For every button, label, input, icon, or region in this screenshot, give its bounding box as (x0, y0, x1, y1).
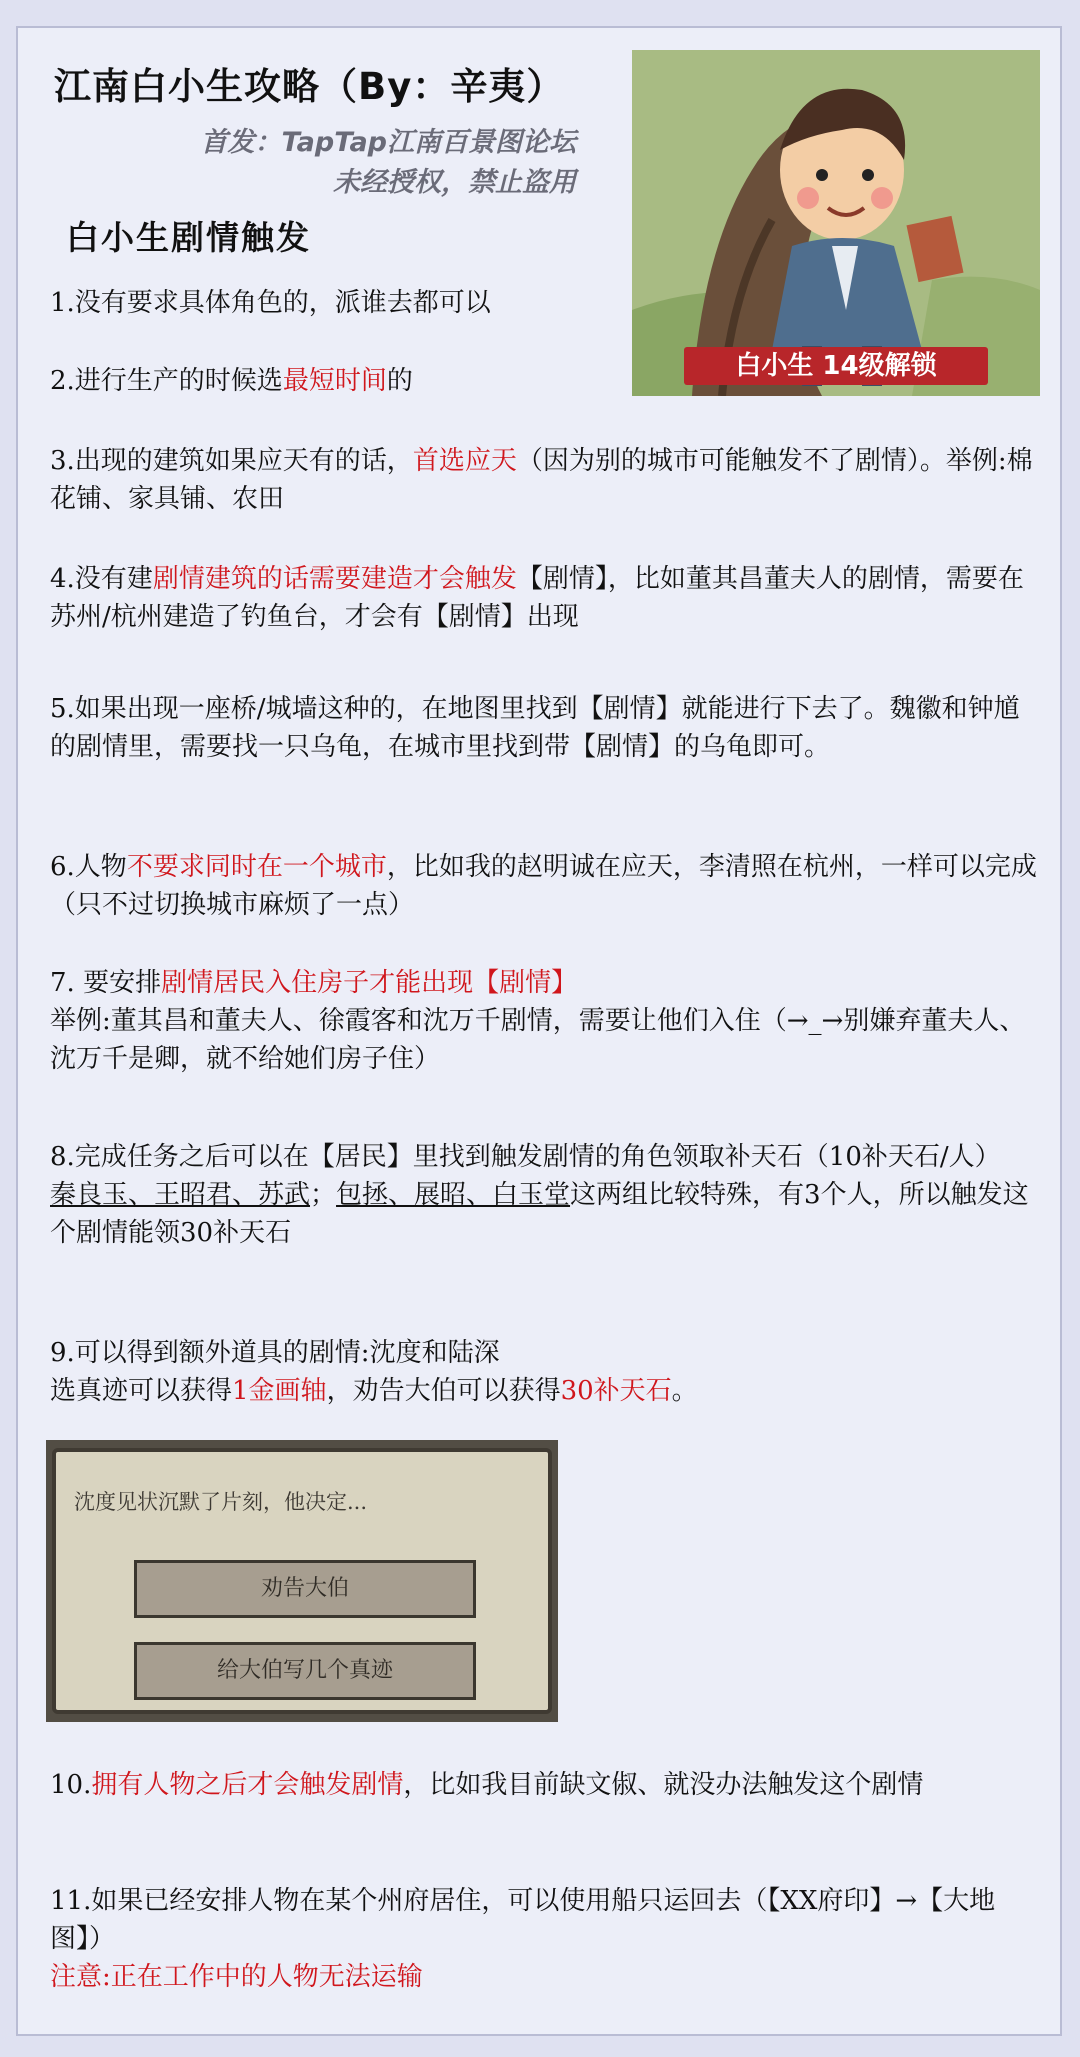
tip-3 (50, 442, 1040, 518)
tip-9-reward-a: 1金画轴 (232, 1376, 327, 1406)
tip-8-group-2: 包拯、展昭、白玉堂 (336, 1180, 571, 1210)
tip-7 (50, 964, 1040, 1078)
unlock-level-label: 白小生 14级解锁 (684, 347, 988, 385)
tip-7-text: 7. 要安排 (50, 968, 162, 998)
tip-6-text: 6.人物 (50, 852, 127, 882)
tip-2-text: 2.进行生产的时候选 (50, 366, 283, 396)
tip-11-warning: 注意:正在工作中的人物无法运输 (50, 1962, 423, 1992)
tip-9-text: 9.可以得到额外道具的剧情:沈度和陆深 (50, 1338, 500, 1368)
character-portrait (632, 50, 1040, 396)
tip-4-text: 4.没有建 (50, 564, 153, 594)
tip-6-text-end: ，比如我的赵明诚在应天，李清照在杭州，一样可以完成（只不过切换城市麻烦了一点） (50, 852, 1037, 920)
tip-9-option-b: ，劝告大伯可以获得 (326, 1376, 561, 1406)
tip-11 (50, 1882, 1040, 1996)
tip-8 (50, 1138, 1040, 1252)
tip-9-option-a: 选真迹可以获得 (50, 1376, 233, 1406)
tip-9 (50, 1334, 1040, 1410)
advise-uncle-button[interactable]: 劝告大伯 (134, 1560, 476, 1618)
tip-10 (50, 1766, 1040, 1804)
tip-10-text: 10. (50, 1770, 92, 1800)
tip-3-text: 3.出现的建筑如果应天有的话， (50, 446, 413, 476)
tip-3-highlight: 首选应天 (412, 446, 517, 476)
tip-8-text-end: 这两组比较特殊，有3个人，所以触发这个剧情能领30补天石 (50, 1180, 1029, 1248)
tip-6-highlight: 不要求同时在一个城市 (126, 852, 387, 882)
tip-9-period: 。 (671, 1376, 698, 1406)
tip-1: 1.没有要求具体角色的，派谁去都可以 (50, 288, 491, 318)
tip-2-text-end: 的 (386, 366, 413, 396)
story-dialog (46, 1440, 558, 1722)
tip-4-highlight: 剧情建筑的话需要建造才会触发 (152, 564, 517, 594)
tip-2 (50, 362, 1040, 400)
tip-9-reward-b: 30补天石 (560, 1376, 672, 1406)
tip-4-text-end: 【剧情】，比如董其昌董夫人的剧情，需要在苏州/杭州建造了钓鱼台，才会有【剧情】出现 (50, 564, 1024, 632)
publish-source: 首发：TapTap江南百景图论坛 (200, 127, 576, 158)
tip-7-highlight: 剧情居民入住房子才能出现【剧情】 (161, 968, 578, 998)
tip-7-example: 举例:董其昌和董夫人、徐霞客和沈万千剧情，需要让他们入住（→_→别嫌弃董夫人、沈万千是卿，就不给她们房子住） (50, 1006, 1026, 1074)
tip-3-text-end: （因为别的城市可能触发不了剧情）。举例:棉花铺、家具铺、农田 (50, 446, 1033, 514)
section-subtitle: 白小生剧情触发 (66, 218, 311, 257)
tip-8-group-1: 秦良玉、王昭君、苏武 (50, 1180, 311, 1210)
tip-10-highlight: 拥有人物之后才会触发剧情 (91, 1770, 404, 1800)
tip-5: 5.如果出现一座桥/城墙这种的，在地图里找到【剧情】就能进行下去了。魏徽和钟馗的剧情里，需要找一只乌龟，在城市里找到带【剧情】的乌龟即可。 (50, 694, 1020, 762)
dialog-panel (52, 1448, 552, 1714)
tip-11-text: 11.如果已经安排人物在某个州府居住，可以使用船只运回去（【XX府印】→【大地图】） (50, 1886, 996, 1954)
tip-8-text: 8.完成任务之后可以在【居民】里找到触发剧情的角色领取补天石（10补天石/人） (50, 1142, 1001, 1172)
character-portrait-icon (632, 50, 1040, 396)
tip-4 (50, 560, 1040, 636)
tip-2-highlight: 最短时间 (282, 366, 387, 396)
guide-title: 江南白小生攻略（By：辛夷） (54, 65, 565, 108)
tip-10-text-end: ，比如我目前缺文俶、就没办法触发这个剧情 (403, 1770, 924, 1800)
tip-6 (50, 848, 1040, 924)
dialog-prompt: 沈度见状沉默了片刻，他决定... (74, 1490, 368, 1514)
tip-8-separator: ； (310, 1180, 337, 1210)
copyright-notice: 未经授权，禁止盗用 (333, 167, 576, 198)
write-calligraphy-button[interactable]: 给大伯写几个真迹 (134, 1642, 476, 1700)
